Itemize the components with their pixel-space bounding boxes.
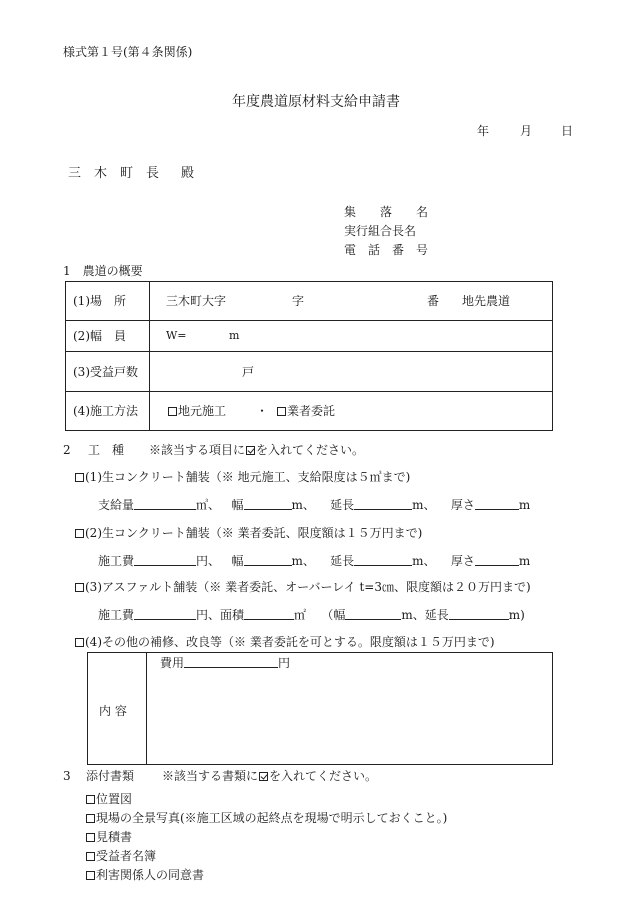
- honorific: 殿: [181, 166, 195, 181]
- method-contractor[interactable]: 業者委託: [277, 405, 335, 417]
- section3-note: ※該当する書類に を入れてください。: [162, 769, 378, 783]
- width-label: (2)幅 員: [73, 329, 126, 343]
- item1-length-field[interactable]: [354, 499, 412, 510]
- item3-title: (3)アスファルト舗装（※ 業者委託、オーバーレイ t=3㎝、限度額は２０万円まで): [75, 581, 531, 593]
- representative-label: 実行組合長名: [344, 224, 417, 238]
- method-label: (4)施工方法: [73, 404, 138, 418]
- item1-title: (1)生コンクリート舗装（※ 地元施工、支給限度は５㎥まで): [75, 471, 410, 483]
- item2-detail: 施工費 円、 幅 m、 延長 m、 厚さ m: [98, 554, 531, 568]
- item1-checkbox[interactable]: [75, 473, 84, 482]
- doc-item[interactable]: 受益者名簿: [86, 850, 156, 862]
- item2-width-field[interactable]: [244, 555, 292, 566]
- item3-length-field[interactable]: [449, 609, 509, 620]
- item4-title: (4)その他の補修、改良等（※ 業者委託を可とする。限度額は１５万円まで): [75, 636, 495, 648]
- village-name-label: 集 落 名: [344, 205, 429, 219]
- item4-checkbox[interactable]: [75, 638, 84, 647]
- method-dot: ・: [256, 404, 269, 418]
- households-label: (3)受益戸数: [73, 365, 138, 379]
- doc-photo-checkbox[interactable]: [86, 814, 95, 823]
- section3-num: 3: [63, 769, 71, 783]
- addressee: 三 木 町 長: [68, 166, 160, 181]
- doc-beneficiary-list-checkbox[interactable]: [86, 852, 95, 861]
- section2-heading: 工 種: [88, 443, 125, 457]
- item3-area-field[interactable]: [244, 609, 294, 620]
- item4-cost-field[interactable]: [184, 657, 278, 668]
- item3-cost-field[interactable]: [134, 609, 196, 620]
- content-label: 内 容: [99, 704, 127, 718]
- doc-item[interactable]: 位置図: [86, 793, 132, 805]
- item2-cost-field[interactable]: [134, 555, 196, 566]
- supply-amount-field[interactable]: [134, 499, 196, 510]
- item2-title: (2)生コンクリート舗装（※ 業者委託、限度額は１５万円まで): [75, 527, 422, 539]
- date-year-label: 年: [477, 124, 490, 138]
- item1-detail: 支給量 ㎥、 幅 m、 延長 m、 厚さ m: [98, 498, 531, 512]
- doc-item[interactable]: 利害関係人の同意書: [86, 869, 204, 881]
- item3-checkbox[interactable]: [75, 583, 84, 592]
- households-unit: 戸: [242, 365, 255, 379]
- doc-consent-checkbox[interactable]: [86, 871, 95, 880]
- item2-checkbox[interactable]: [75, 529, 84, 538]
- phone-label: 電 話 番 号: [344, 243, 429, 257]
- item3-width-field[interactable]: [345, 609, 401, 620]
- section2-note: ※該当する項目に を入れてください。: [149, 443, 365, 457]
- checked-box-icon: [246, 446, 255, 455]
- content-box: [87, 652, 553, 765]
- width-w: W=: [166, 329, 187, 342]
- width-unit: m: [229, 329, 240, 342]
- method-contractor-checkbox[interactable]: [277, 407, 286, 416]
- form-number: 様式第１号(第４条関係): [63, 45, 193, 59]
- location-ban: 番: [427, 294, 440, 308]
- doc-item[interactable]: 現場の全景写真(※施工区域の起終点を現場で明示しておくこと。): [86, 812, 447, 824]
- item1-width-field[interactable]: [244, 499, 292, 510]
- item2-length-field[interactable]: [354, 555, 412, 566]
- doc-location-map-checkbox[interactable]: [86, 795, 95, 804]
- section1-heading: 1 農道の概要: [63, 264, 143, 278]
- section3-heading: 添付書類: [86, 769, 135, 783]
- item4-cost: 費用 円: [160, 656, 291, 670]
- method-local[interactable]: 地元施工: [168, 405, 226, 417]
- date-day-label: 日: [561, 124, 574, 138]
- location-label: (1)場 所: [73, 294, 126, 308]
- location-prefix: 三木町大字: [166, 294, 227, 308]
- item1-thickness-field[interactable]: [475, 499, 519, 510]
- location-suffix: 地先農道: [462, 294, 511, 308]
- item2-thickness-field[interactable]: [475, 555, 519, 566]
- doc-estimate-checkbox[interactable]: [86, 833, 95, 842]
- date-month-label: 月: [520, 124, 533, 138]
- section2-num: 2: [63, 443, 71, 457]
- page-title: 年度農道原材料支給申請書: [232, 94, 400, 110]
- location-aza: 字: [292, 294, 305, 308]
- method-local-checkbox[interactable]: [168, 407, 177, 416]
- item3-detail: 施工費 円、面積 ㎡ （幅 m、延長 m): [98, 608, 525, 622]
- checked-box-icon: [259, 772, 268, 781]
- doc-item[interactable]: 見積書: [86, 831, 132, 843]
